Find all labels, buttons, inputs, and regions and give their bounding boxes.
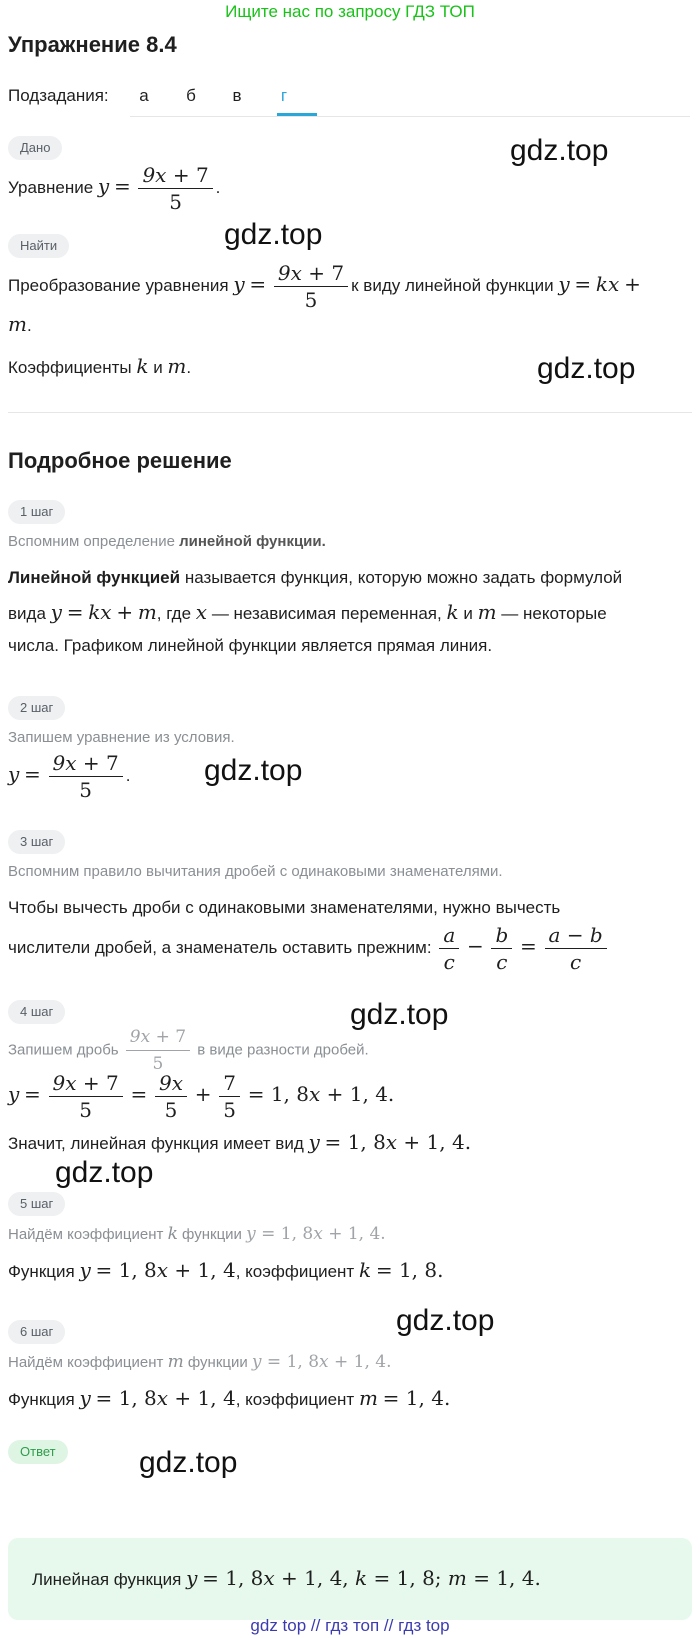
step-1-text-3: числа. Графиком линейной функции является прямая линия. (8, 636, 493, 655)
find-line-1: Преобразование уравнения y = $\frac{9x + 7}{5}$ к виду линейной функции y = kx + (8, 261, 641, 312)
step-2-chip: 2 шаг (8, 696, 65, 720)
step-3-chip: 3 шаг (8, 830, 65, 854)
find-line-1-cont: m. (8, 312, 32, 336)
step-1-chip: 1 шаг (8, 500, 65, 524)
top-banner[interactable]: Ищите нас по запросу ГДЗ ТОП (225, 2, 475, 21)
step-2-hint: Запишем уравнение из условия. (8, 729, 235, 746)
answer-chip: Ответ (8, 1440, 68, 1464)
divider (8, 412, 692, 413)
step-3-hint: Вспомним правило вычитания дробей с одинаковыми знаменателями. (8, 863, 503, 880)
watermark: gdz.top (350, 998, 449, 1031)
tab-g[interactable]: г (280, 86, 288, 105)
tab-a[interactable]: а (139, 86, 149, 105)
step-5-chip: 5 шаг (8, 1192, 65, 1216)
watermark: gdz.top (224, 218, 323, 251)
solution-title: Подробное решение (8, 448, 232, 473)
find-line-2: Коэффициенты k и m. (8, 354, 192, 378)
step-4-equation: y = $\frac{9x + 7}{5}$ = $\frac{9x}{5}$ + $\frac{7}{5}$ = 1, 8x + 1, 4. (8, 1071, 395, 1122)
watermark: gdz.top (55, 1156, 154, 1189)
active-tab-indicator (277, 113, 317, 116)
watermark: gdz.top (204, 754, 303, 787)
watermark: gdz.top (139, 1446, 238, 1479)
watermark: gdz.top (537, 352, 636, 385)
tab-v[interactable]: в (232, 86, 242, 105)
step-3-text-1: Чтобы вычесть дроби с одинаковыми знаменателями, нужно вычесть (8, 898, 561, 917)
step-6-text: Функция y = 1, 8x + 1, 4, коэффициент m = 1, 4. (8, 1386, 451, 1410)
given-chip: Дано (8, 136, 62, 160)
subtasks-label: Подзадания: (8, 86, 109, 105)
step-5-text: Функция y = 1, 8x + 1, 4, коэффициент k = 1, 8. (8, 1258, 444, 1282)
watermark: gdz.top (396, 1304, 495, 1337)
find-chip: Найти (8, 234, 69, 258)
answer-text: Линейная функция y = 1, 8x + 1, 4, k = 1, 8; m = 1, 4. (32, 1566, 541, 1590)
step-5-hint: Найдём коэффициент k функции y = 1, 8x + 1, 4. (8, 1224, 386, 1244)
watermark: gdz.top (510, 134, 609, 167)
subtask-tabs (130, 80, 690, 117)
step-4-text: Значит, линейная функция имеет вид y = 1, 8x + 1, 4. (8, 1130, 472, 1154)
given-line: Уравнение y = $\frac{9x + 7}{5}$ . (8, 163, 221, 214)
step-2-equation: y = $\frac{9x + 7}{5}$ . (8, 751, 131, 802)
step-1-text-2: вида y = kx + m, где x — независимая переменная, k и m — некоторые (8, 600, 607, 624)
step-6-chip: 6 шаг (8, 1320, 65, 1344)
step-1-hint: Вспомним определение линейной функции. (8, 533, 326, 550)
footer-links[interactable]: gdz top // гдз топ // гдз top (250, 1616, 450, 1635)
step-3-text-2: числители дробей, а знаменатель оставить прежним: $\frac{a}{c}$ − $\frac{b}{c}$ = $\frac{a - b}{c}$ (8, 922, 610, 975)
step-4-hint: Запишем дробь $\frac{9x + 7}{5}$ в виде разности дробей. (8, 1024, 369, 1077)
page-title: Упражнение 8.4 (8, 32, 177, 57)
step-1-text: Линейной функцией называется функция, которую можно задать формулой (8, 568, 623, 587)
step-6-hint: Найдём коэффициент m функции y = 1, 8x + 1, 4. (8, 1352, 392, 1372)
answer-box (8, 1538, 692, 1620)
tab-b[interactable]: б (186, 86, 196, 105)
step-4-chip: 4 шаг (8, 1000, 65, 1024)
